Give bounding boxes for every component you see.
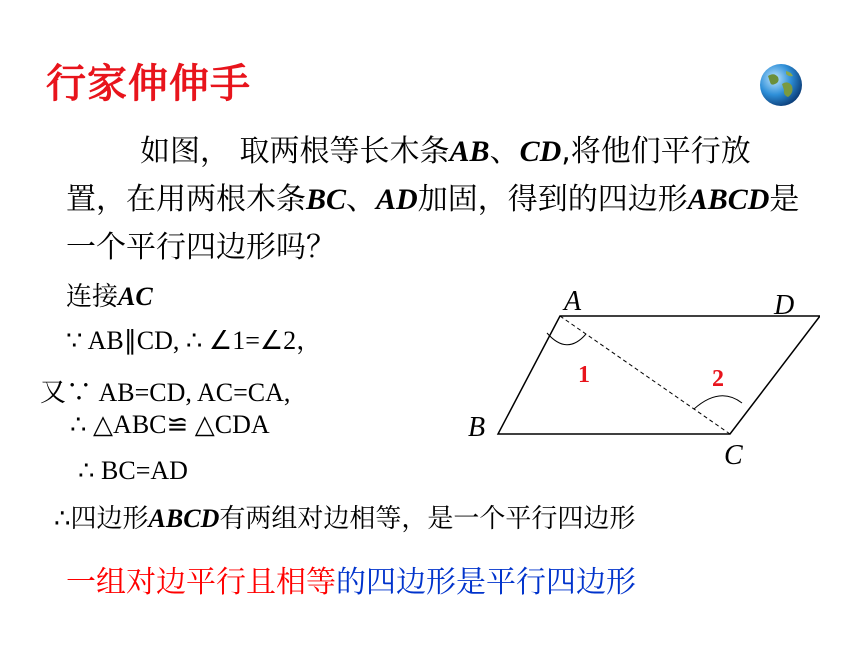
label-b: B [468,412,486,443]
conclusion-red: 一组对边平行且相等 [66,565,336,600]
problem-statement: 如图， 取两根等长木条AB、CD,将他们平行放置，在用两根木条BC、AD加固，得到的四边形ABCD是一个平行四边形吗？ [66,134,800,265]
label-d: D [774,290,795,321]
angle-2-arc [694,396,742,409]
proof-line-1: 连接AC [66,282,153,312]
conclusion-blue: 的四边形是平行四边形 [336,565,636,600]
angle-1-arc [547,333,586,345]
theorem-conclusion [66,557,636,601]
proof-line-4: ∴ △ABC≌ △CDA [70,410,270,439]
proof-line-3: 又∵ AB=CD, AC=CA, [40,378,291,407]
proof-line-5: ∴ BC=AD [78,456,188,485]
parallelogram-figure [460,280,820,480]
slide-title: 行家伸伸手 [46,61,251,107]
parallelogram-shape [498,316,820,434]
proof-line-6: ∴四边形ABCD有两组对边相等，是一个平行四边形 [54,504,636,534]
globe-icon [758,62,804,108]
angle-2-label: 2 [712,366,724,392]
label-a: A [564,286,582,317]
label-c: C [724,440,743,471]
proof-line-2: ∵ AB∥CD, ∴ ∠1=∠2， [66,326,323,355]
angle-1-label: 1 [578,362,590,388]
